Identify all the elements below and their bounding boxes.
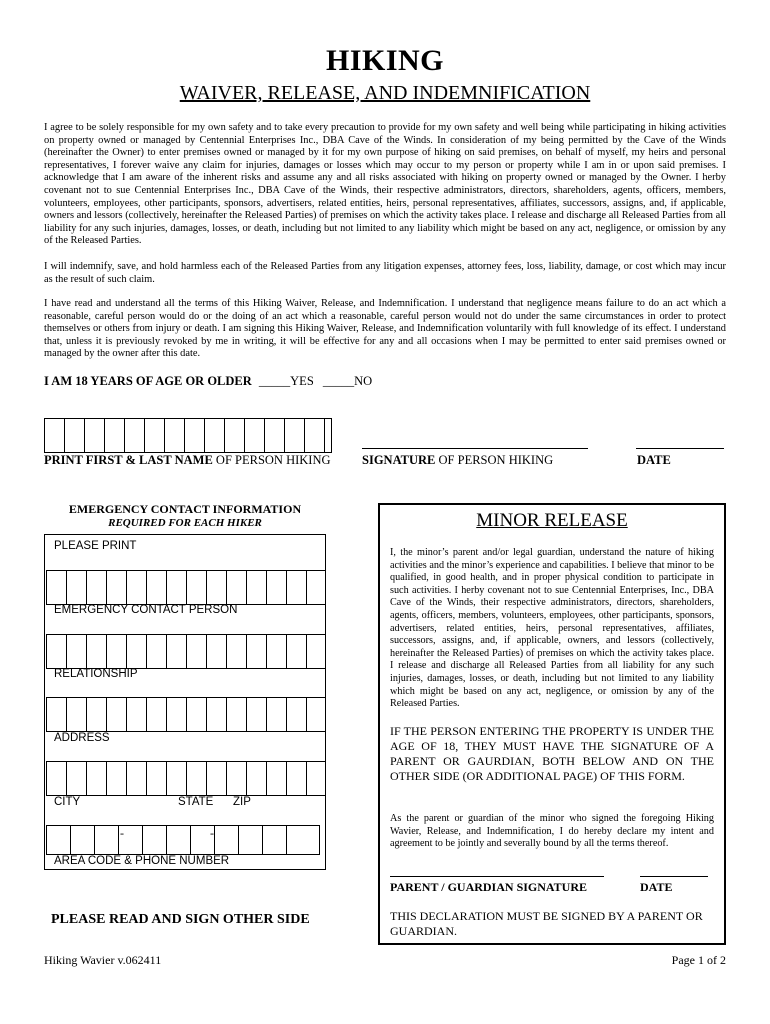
phone-digit-box[interactable] <box>95 826 119 854</box>
letter-box[interactable] <box>207 635 227 668</box>
please-print-label: PLEASE PRINT <box>54 540 137 552</box>
name-box[interactable] <box>225 419 245 452</box>
phone-digit-box[interactable] <box>287 826 319 854</box>
print-name-boxes[interactable] <box>44 418 332 453</box>
name-box[interactable] <box>45 419 65 452</box>
letter-box[interactable] <box>87 762 107 795</box>
guardian-date-line[interactable] <box>640 876 708 877</box>
name-box[interactable] <box>185 419 205 452</box>
letter-box[interactable] <box>87 635 107 668</box>
phone-label: AREA CODE & PHONE NUMBER <box>54 855 230 867</box>
letter-box[interactable] <box>167 698 187 731</box>
page-number: Page 1 of 2 <box>671 953 726 967</box>
letter-box[interactable] <box>247 571 267 604</box>
letter-box[interactable] <box>227 571 247 604</box>
letter-box[interactable] <box>267 635 287 668</box>
page-subtitle: WAIVER, RELEASE, AND INDEMNIFICATION <box>179 82 591 104</box>
guardian-signature-line[interactable] <box>390 876 604 877</box>
letter-box[interactable] <box>47 698 67 731</box>
phone-dash-1: - <box>120 826 124 840</box>
letter-box[interactable] <box>247 698 267 731</box>
letter-box[interactable] <box>147 635 167 668</box>
letter-box[interactable] <box>107 698 127 731</box>
address-label: ADDRESS <box>54 732 110 744</box>
letter-box[interactable] <box>287 635 307 668</box>
age-yes-option[interactable]: _____YES <box>258 374 314 388</box>
letter-box[interactable] <box>47 571 67 604</box>
guardian-declaration: As the parent or guardian of the minor who signed the foregoing Hiking Wavier, Release, and Indemnification, I do hereby declare my intent and agreement to be jointly and severally bound by all the terms thereof. <box>390 813 714 850</box>
letter-box[interactable] <box>167 571 187 604</box>
letter-box[interactable] <box>167 762 187 795</box>
letter-box[interactable] <box>307 698 325 731</box>
minor-age-notice: IF THE PERSON ENTERING THE PROPERTY IS UNDER THE AGE OF 18, THEY MUST HAVE THE SIGNATURE OF A PARENT OR GAURDIAN, BOTH BELOW AND ON THE OTHER SIDE (OR ADDITIONAL PAGE) OF THIS FORM. <box>390 724 714 783</box>
phone-boxes[interactable] <box>46 825 320 855</box>
phone-digit-box[interactable] <box>47 826 71 854</box>
letter-box[interactable] <box>187 635 207 668</box>
letter-box[interactable] <box>47 762 67 795</box>
age-statement: I AM 18 YEARS OF AGE OR OLDER <box>44 374 252 388</box>
letter-box[interactable] <box>187 762 207 795</box>
name-box[interactable] <box>85 419 105 452</box>
letter-box[interactable] <box>227 698 247 731</box>
hiker-signature-line[interactable] <box>362 448 588 449</box>
letter-box[interactable] <box>207 571 227 604</box>
phone-digit-box[interactable] <box>239 826 263 854</box>
emergency-boxes-1[interactable] <box>46 570 326 605</box>
emergency-contact-person-label: EMERGENCY CONTACT PERSON <box>54 604 238 616</box>
letter-box[interactable] <box>107 571 127 604</box>
name-box[interactable] <box>125 419 145 452</box>
hiker-date-line[interactable] <box>636 448 724 449</box>
city-label: CITY <box>54 796 81 808</box>
name-box[interactable] <box>325 419 331 452</box>
letter-box[interactable] <box>207 762 227 795</box>
name-box[interactable] <box>285 419 305 452</box>
minor-release-text: I, the minor’s parent and/or legal guardian, understand the nature of hiking activities and the minor’s experience and capabilities. I believe that minor to be qualified, in good health, and in proper physical condition to participate in such activities. I herby covenant not to sue Centennial Enterprises, Inc., DBA Cave of the Winds, their respective administrators, directors, shareholders, agents, officers, members, volunteers, employees, other participants, sponsors, advertisers, related entities, heirs, personal representatives, affiliates, successors, assigns, and, if applicable, owners, and lessors (collectively, hereinafter the Released Parties) of premises on which the activity takes place. I release and discharge all Released Parties from all liability for any such injuries, damages, losses, or death, including but not limited to any liability which might be based on any act, negligence, or omission by any of the Released Parties. <box>390 547 714 710</box>
letter-box[interactable] <box>67 698 87 731</box>
letter-box[interactable] <box>207 698 227 731</box>
name-box[interactable] <box>245 419 265 452</box>
date-label: DATE <box>637 453 671 467</box>
phone-dash-2: - <box>210 826 214 840</box>
letter-box[interactable] <box>267 762 287 795</box>
letter-box[interactable] <box>87 571 107 604</box>
letter-box[interactable] <box>307 571 325 604</box>
letter-box[interactable] <box>247 635 267 668</box>
minor-release-title: MINOR RELEASE <box>476 510 628 531</box>
letter-box[interactable] <box>227 635 247 668</box>
read-sign-other-side: PLEASE READ AND SIGN OTHER SIDE <box>51 912 310 927</box>
waiver-paragraph-2: I will indemnify, save, and hold harmless each of the Released Parties from any litigation expenses, attorney fees, loss, liability, damage, or cost which may incur as the result of such claim. <box>44 261 726 285</box>
guardian-must-sign-notice: THIS DECLARATION MUST BE SIGNED BY A PARENT OR GUARDIAN. <box>390 909 703 938</box>
letter-box[interactable] <box>127 698 147 731</box>
name-box[interactable] <box>105 419 125 452</box>
guardian-signature-label: PARENT / GUARDIAN SIGNATURE <box>390 880 588 894</box>
phone-digit-box[interactable] <box>143 826 167 854</box>
letter-box[interactable] <box>227 762 247 795</box>
letter-box[interactable] <box>127 635 147 668</box>
waiver-paragraph-1: I agree to be solely responsible for my own safety and to take every precaution to provide for my own safety and well being while participating in hiking activities on property owned or managed by Centennial Enterprises Inc., DBA Cave of the Winds. In consideration of my being permitted by the Cave of the Winds (hereinafter the Owner) to enter premises owned or managed by it for my own purpose of hiking on said premises, on behalf of myself, my heirs and personal representatives, I forever waive any claim for injuries, damages or losses which may occur to my person or property while I am in or upon said premises. I acknowledge that I am aware of the inherent risks and assume any and all risks associated with hiking on property owned or managed by the Owner. I herby covenant not to sue Centennial Enterprises Inc., DBA Cave of the Winds, their respective administrators, directors, shareholders, agents, officers, members, volunteers, employees, other participants, sponsors, advertisers, related entities, heirs, personal representatives, affiliates, successors, assigns, and, if applicable, owners and lessors (collectively, hereinafter the Released Parties) of premises on which the activity takes place. I release and discharge all Released Parties from all liability for any such injuries, damages, losses, or death, including but not limited to any liability which might be based on any act, negligence, or omission by any of the Released Parties. <box>44 122 726 247</box>
emergency-contact-subtitle: REQUIRED FOR EACH HIKER <box>108 517 262 529</box>
emergency-boxes-4[interactable] <box>46 761 326 796</box>
name-box[interactable] <box>265 419 285 452</box>
letter-box[interactable] <box>307 635 325 668</box>
letter-box[interactable] <box>287 698 307 731</box>
name-box[interactable] <box>145 419 165 452</box>
print-name-label: PRINT FIRST & LAST NAME OF PERSON HIKING <box>44 453 331 467</box>
phone-digit-box[interactable] <box>263 826 287 854</box>
letter-box[interactable] <box>287 762 307 795</box>
letter-box[interactable] <box>47 635 67 668</box>
emergency-boxes-3[interactable] <box>46 697 326 732</box>
letter-box[interactable] <box>127 762 147 795</box>
guardian-date-label: DATE <box>640 880 673 894</box>
signature-label: SIGNATURE OF PERSON HIKING <box>362 453 554 467</box>
waiver-paragraph-3: I have read and understand all the terms of this Hiking Waiver, Release, and Indemnification. I understand that negligence means failure to do an act which a reasonable, careful person would do or the doing of an act which a reasonable, careful person would not do under the same circumstances in order to protect themselves or others from injury or death. I am signing this Hiking Waiver, Release, and Indemnification voluntarily with full knowledge of its effect. I understand that, unless it is previously revoked by me in writing, it will be effective for any and all occasions when I may be permitted to enter said premises owned or managed by the owner after this date. <box>44 298 726 360</box>
letter-box[interactable] <box>187 571 207 604</box>
letter-box[interactable] <box>147 762 167 795</box>
letter-box[interactable] <box>67 571 87 604</box>
name-box[interactable] <box>165 419 185 452</box>
name-box[interactable] <box>205 419 225 452</box>
phone-digit-box[interactable] <box>71 826 95 854</box>
letter-box[interactable] <box>187 698 207 731</box>
relationship-label: RELATIONSHIP <box>54 668 138 680</box>
page-title: HIKING <box>325 44 445 77</box>
letter-box[interactable] <box>267 698 287 731</box>
phone-digit-box[interactable] <box>167 826 191 854</box>
letter-box[interactable] <box>267 571 287 604</box>
letter-box[interactable] <box>107 762 127 795</box>
letter-box[interactable] <box>147 698 167 731</box>
name-box[interactable] <box>65 419 85 452</box>
letter-box[interactable] <box>287 571 307 604</box>
phone-digit-box[interactable] <box>215 826 239 854</box>
emergency-contact-title: EMERGENCY CONTACT INFORMATION <box>68 502 302 516</box>
state-label: STATE <box>178 796 214 808</box>
name-box[interactable] <box>305 419 325 452</box>
letter-box[interactable] <box>87 698 107 731</box>
letter-box[interactable] <box>127 571 147 604</box>
letter-box[interactable] <box>67 635 87 668</box>
letter-box[interactable] <box>107 635 127 668</box>
age-statement-row <box>44 374 372 389</box>
zip-label: ZIP <box>233 796 251 808</box>
form-version: Hiking Wavier v.062411 <box>44 953 162 967</box>
letter-box[interactable] <box>247 762 267 795</box>
age-no-option[interactable]: _____NO <box>322 374 373 388</box>
letter-box[interactable] <box>147 571 167 604</box>
letter-box[interactable] <box>67 762 87 795</box>
letter-box[interactable] <box>167 635 187 668</box>
letter-box[interactable] <box>307 762 325 795</box>
emergency-boxes-2[interactable] <box>46 634 326 669</box>
